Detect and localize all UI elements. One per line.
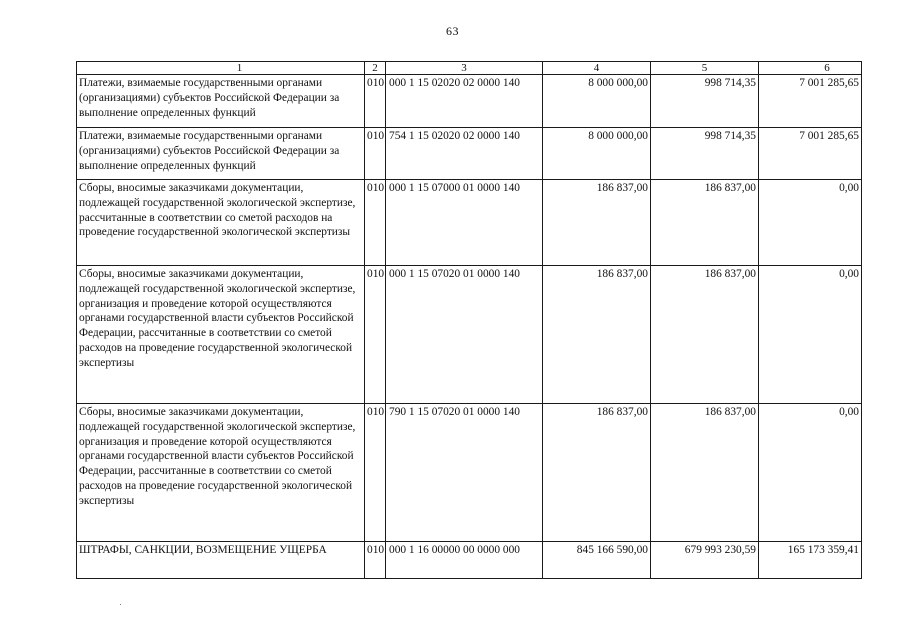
row-name-cell: Сборы, вносимые заказчиками документации, подлежащей государственной экологической экспертизе, организация и проведение которой осуществляются органами государственной власти субъектов Российской Федерации, рассчитанные в соответствии со сметой расходов на проведение государственной экологической экспертизы — [77, 404, 365, 542]
row-planned-cell: 186 837,00 — [543, 266, 651, 404]
row-planned-cell: 8 000 000,00 — [543, 128, 651, 180]
row-name-cell: ШТРАФЫ, САНКЦИИ, ВОЗМЕЩЕНИЕ УЩЕРБА — [77, 542, 365, 579]
row-executed-cell: 998 714,35 — [651, 75, 759, 128]
row-section-cell: 010 — [365, 404, 386, 542]
row-planned-cell: 186 837,00 — [543, 180, 651, 266]
page-number: 63 — [446, 24, 459, 38]
row-planned-cell: 186 837,00 — [543, 404, 651, 542]
row-planned-cell: 845 166 590,00 — [543, 542, 651, 579]
row-executed-cell: 186 837,00 — [651, 404, 759, 542]
column-header-6: 6 — [759, 62, 862, 75]
table-row — [77, 542, 862, 579]
column-header-3: 3 — [386, 62, 543, 75]
row-code-cell: 790 1 15 07020 01 0000 140 — [386, 404, 543, 542]
column-header-4: 4 — [543, 62, 651, 75]
row-remaining-cell: 7 001 285,65 — [759, 128, 862, 180]
row-section-cell: 010 — [365, 75, 386, 128]
column-header-1: 1 — [77, 62, 365, 75]
row-planned-cell: 8 000 000,00 — [543, 75, 651, 128]
row-remaining-cell: 0,00 — [759, 266, 862, 404]
row-remaining-cell: 7 001 285,65 — [759, 75, 862, 128]
row-executed-cell: 186 837,00 — [651, 266, 759, 404]
row-executed-cell: 679 993 230,59 — [651, 542, 759, 579]
table-row — [77, 266, 862, 404]
row-name-cell: Сборы, вносимые заказчиками документации, подлежащей государственной экологической экспертизе, рассчитанные в соответствии со сметой расходов на проведение государственной экологической экспертизы — [77, 180, 365, 266]
row-executed-cell: 998 714,35 — [651, 128, 759, 180]
table-header-row — [77, 62, 862, 75]
row-remaining-cell: 0,00 — [759, 404, 862, 542]
row-code-cell: 000 1 15 02020 02 0000 140 — [386, 75, 543, 128]
column-header-5: 5 — [651, 62, 759, 75]
row-name-cell: Платежи, взимаемые государственными органами (организациями) субъектов Российской Федерации за выполнение определенных функций — [77, 75, 365, 128]
row-section-cell: 010 — [365, 180, 386, 266]
column-header-2: 2 — [365, 62, 386, 75]
row-section-cell: 010 — [365, 128, 386, 180]
scan-speck — [120, 604, 121, 605]
row-section-cell: 010 — [365, 266, 386, 404]
row-section-cell: 010 — [365, 542, 386, 579]
row-executed-cell: 186 837,00 — [651, 180, 759, 266]
table-row — [77, 75, 862, 128]
budget-revenue-table — [76, 61, 862, 579]
table-row — [77, 180, 862, 266]
row-code-cell: 000 1 15 07020 01 0000 140 — [386, 266, 543, 404]
row-code-cell: 000 1 15 07000 01 0000 140 — [386, 180, 543, 266]
table-row — [77, 404, 862, 542]
row-name-cell: Сборы, вносимые заказчиками документации, подлежащей государственной экологической экспертизе, организация и проведение которой осуществляются органами государственной власти субъектов Российской Федерации, рассчитанные в соответствии со сметой расходов на проведение государственной экологической экспертизы — [77, 266, 365, 404]
row-name-cell: Платежи, взимаемые государственными органами (организациями) субъектов Российской Федерации за выполнение определенных функций — [77, 128, 365, 180]
row-remaining-cell: 0,00 — [759, 180, 862, 266]
table-row — [77, 128, 862, 180]
row-remaining-cell: 165 173 359,41 — [759, 542, 862, 579]
row-code-cell: 754 1 15 02020 02 0000 140 — [386, 128, 543, 180]
row-code-cell: 000 1 16 00000 00 0000 000 — [386, 542, 543, 579]
